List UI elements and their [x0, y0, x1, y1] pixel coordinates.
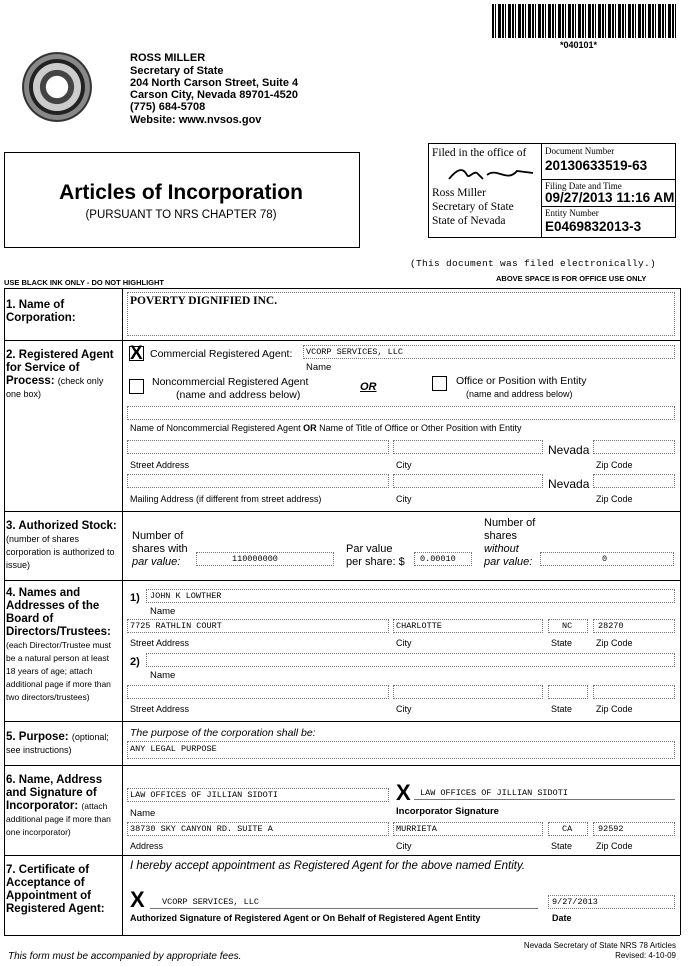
agent-date: 9/27/2013: [552, 897, 598, 907]
signer-name: Ross Miller: [432, 187, 486, 199]
director-1-city: CHARLOTTE: [396, 621, 442, 631]
barcode: [492, 4, 676, 38]
sec2-title: [6, 349, 118, 401]
filed-label: Filed in the office of: [432, 147, 527, 159]
director-2-city-field[interactable]: [393, 685, 543, 699]
agent-state-2: Nevada: [548, 477, 590, 491]
sos-address1: 204 North Carson Street, Suite 4: [130, 77, 299, 89]
signer-title: Secretary of State: [432, 201, 514, 213]
state-seal: [22, 52, 92, 122]
office-use-note: ABOVE SPACE IS FOR OFFICE USE ONLY: [496, 274, 647, 283]
noncommercial-agent-sub: (name and address below): [176, 389, 301, 401]
without-par-label-4: par value:: [484, 556, 533, 568]
commercial-agent-check-mark: X: [130, 343, 143, 364]
office-position-label: Office or Position with Entity: [456, 375, 587, 387]
without-par-label-3: without: [484, 543, 519, 555]
incorporator-name-label: Name: [130, 808, 156, 819]
without-par-label-2: shares: [484, 530, 518, 542]
purpose-label: The purpose of the corporation shall be:: [130, 727, 316, 739]
par-value-label-2: per share: $: [346, 556, 405, 568]
filing-date: 09/27/2013 11:16 AM: [545, 190, 675, 205]
commercial-agent-value: VCORP SERVICES, LLC: [306, 347, 403, 357]
sec1-title: 1. Name of Corporation:: [6, 299, 76, 324]
agent-date-label: Date: [552, 913, 572, 923]
entity-number: E0469832013-3: [545, 219, 642, 234]
sec5-note: (optional; see instructions): [6, 732, 109, 755]
form-id: Nevada Secretary of State NRS 78 Articles: [523, 941, 676, 950]
director-2-state-label: State: [551, 704, 573, 714]
incorporator-signature-label: Incorporator Signature: [396, 806, 499, 817]
incorporator-city-label: City: [396, 841, 412, 851]
acceptance-statement: I hereby accept appointment as Registered Agent for the above named Entity.: [130, 860, 526, 872]
agent-title-label: Name of Title of Office or Other Position with Entity: [319, 423, 522, 433]
sec4-title: [6, 587, 118, 704]
incorporator-zip-label: Zip Code: [596, 841, 633, 851]
director-2-name-field[interactable]: [146, 653, 675, 667]
incorporator-state-label: State: [551, 841, 573, 851]
sos-website: Website: www.nvsos.gov: [130, 114, 262, 126]
director-2-zip-label: Zip Code: [596, 704, 633, 714]
incorporator-sig-x: X: [396, 780, 411, 805]
page-subtitle: (PURSUANT TO NRS CHAPTER 78): [85, 209, 277, 221]
director-2-city-label: City: [396, 704, 412, 714]
sec3-title: [6, 520, 118, 572]
sos-name: ROSS MILLER: [130, 52, 206, 64]
agent-street-field[interactable]: [127, 440, 389, 454]
office-position-checkbox[interactable]: [432, 376, 447, 391]
sec6-note: (attach additional page if more than one incorporator): [6, 801, 111, 837]
sec4-title-text: 4. Names and Addresses of the Board of Directors/Trustees:: [6, 587, 111, 638]
agent-mailing-city-label: City: [396, 494, 412, 504]
director-2-number: 2): [130, 656, 140, 668]
agent-sig-x: X: [130, 887, 145, 912]
noncommercial-agent-label: Noncommercial Registered Agent: [152, 376, 309, 388]
director-1-name-label: Name: [150, 606, 176, 617]
agent-street-label: Street Address: [130, 460, 190, 470]
incorporator-address-label: Address: [130, 841, 164, 851]
agent-name-or: OR: [303, 423, 317, 433]
director-1-state: NC: [562, 621, 573, 631]
agent-mailing-field[interactable]: [127, 474, 389, 488]
agent-zip-label: Zip Code: [596, 460, 633, 470]
director-1-number: 1): [130, 592, 140, 604]
agent-mailing-label: Mailing Address (if different from street address): [130, 494, 322, 504]
director-2-state-field[interactable]: [548, 685, 588, 699]
agent-mailing-zip-field[interactable]: [593, 474, 675, 488]
agent-mailing-city-field[interactable]: [393, 474, 543, 488]
agent-signature: VCORP SERVICES, LLC: [162, 897, 259, 907]
barcode-text: *040101*: [560, 40, 598, 50]
par-value: 0.00010: [420, 554, 456, 564]
sec7-title: 7. Certificate of Acceptance of Appointment of Registered Agent:: [6, 864, 105, 915]
sec6-title: [6, 774, 120, 839]
agent-name-or-title-field[interactable]: [127, 406, 675, 420]
title-box: [4, 152, 360, 248]
black-ink-note: USE BLACK INK ONLY - DO NOT HIGHLIGHT: [4, 278, 165, 287]
noncommercial-agent-checkbox[interactable]: [129, 379, 144, 394]
without-par-label-1: Number of: [484, 517, 536, 529]
sos-address2: Carson City, Nevada 89701-4520: [130, 89, 298, 101]
with-par-value: 110000000: [232, 554, 278, 564]
incorporator-zip: 92592: [598, 824, 624, 834]
sec2-title-text: 2. Registered Agent for Service of Process:: [6, 349, 114, 387]
entity-number-label: Entity Number: [545, 208, 599, 218]
director-2-street-field[interactable]: [127, 685, 389, 699]
sos-title: Secretary of State: [130, 65, 224, 77]
corporation-name: POVERTY DIGNIFIED INC.: [130, 295, 278, 307]
sec2-note: (check only one box): [6, 376, 104, 399]
sec3-title-text: 3. Authorized Stock:: [6, 520, 117, 532]
agent-city-field[interactable]: [393, 440, 543, 454]
with-par-label-2: [132, 543, 188, 555]
agent-mailing-zip-label: Zip Code: [596, 494, 633, 504]
doc-number: 20130633519-63: [545, 158, 648, 173]
with-par-label-1: Number of: [132, 530, 184, 542]
or-divider: OR: [360, 381, 377, 393]
signer-state: State of Nevada: [432, 215, 506, 227]
director-1-name-field[interactable]: [146, 589, 675, 603]
incorporator-state: CA: [562, 824, 573, 834]
without-par-value: 0: [602, 554, 608, 564]
director-1-street-label: Street Address: [130, 638, 190, 648]
par-value-label-1: Par value: [346, 543, 393, 555]
filing-date-label: Filing Date and Time: [545, 181, 622, 191]
incorporator-signature: LAW OFFICES OF JILLIAN SIDOTI: [420, 788, 568, 798]
agent-city-label: City: [396, 460, 412, 470]
agent-name-label: Name of Noncommercial Registered Agent: [130, 423, 301, 433]
director-1-street: 7725 RATHLIN COURT: [130, 621, 222, 631]
sec5-title-text: 5. Purpose:: [6, 731, 69, 743]
office-position-sub: (name and address below): [466, 389, 573, 399]
fees-note: This form must be accompanied by appropriate fees.: [8, 951, 242, 962]
director-2-name-label: Name: [150, 670, 176, 681]
director-2-street-label: Street Address: [130, 704, 190, 714]
director-1-zip-label: Zip Code: [596, 638, 633, 648]
sos-phone: (775) 684-5708: [130, 101, 206, 113]
incorporator-address: 38730 SKY CANYON RD. SUITE A: [130, 824, 273, 834]
sec5-title: [6, 731, 118, 757]
incorporator-name: LAW OFFICES OF JILLIAN SIDOTI: [130, 790, 278, 800]
signature-mark: [447, 163, 537, 185]
agent-zip-field[interactable]: [593, 440, 675, 454]
agent-name-or-title-label: [130, 423, 522, 433]
director-1-name: JOHN K LOWTHER: [150, 591, 222, 601]
agent-signature-label: Authorized Signature of Registered Agent or On Behalf of Registered Agent Entity: [130, 913, 481, 923]
filed-electronically-note: (This document was filed electronically.): [410, 258, 657, 269]
agent-state-1: Nevada: [548, 443, 590, 457]
form-revised: Revised: 4-10-09: [615, 951, 676, 960]
commercial-agent-label: Commercial Registered Agent:: [150, 348, 293, 360]
purpose-value: ANY LEGAL PURPOSE: [130, 744, 217, 754]
director-2-zip-field[interactable]: [593, 685, 675, 699]
sec6-title-text: 6. Name, Address and Signature of Incorporator:: [6, 774, 103, 812]
sec4-note: (each Director/Trustee must be a natural person at least 18 years of age; attach additional page if more than two directors/trustees): [6, 640, 112, 702]
filing-stamp: [428, 143, 676, 238]
commercial-agent-name-label: Name: [306, 362, 332, 373]
director-1-city-label: City: [396, 638, 412, 648]
director-1-zip: 28270: [598, 621, 624, 631]
page-title: Articles of Incorporation: [59, 181, 303, 204]
incorporator-city: MURRIETA: [396, 824, 437, 834]
with-par-label-3: par value:: [132, 556, 181, 568]
with-par-label-2-text: shares with: [132, 543, 188, 555]
doc-number-label: Document Number: [545, 146, 615, 156]
sec3-note: (number of shares corporation is authorized to issue): [6, 534, 115, 570]
director-1-state-label: State: [551, 638, 573, 648]
